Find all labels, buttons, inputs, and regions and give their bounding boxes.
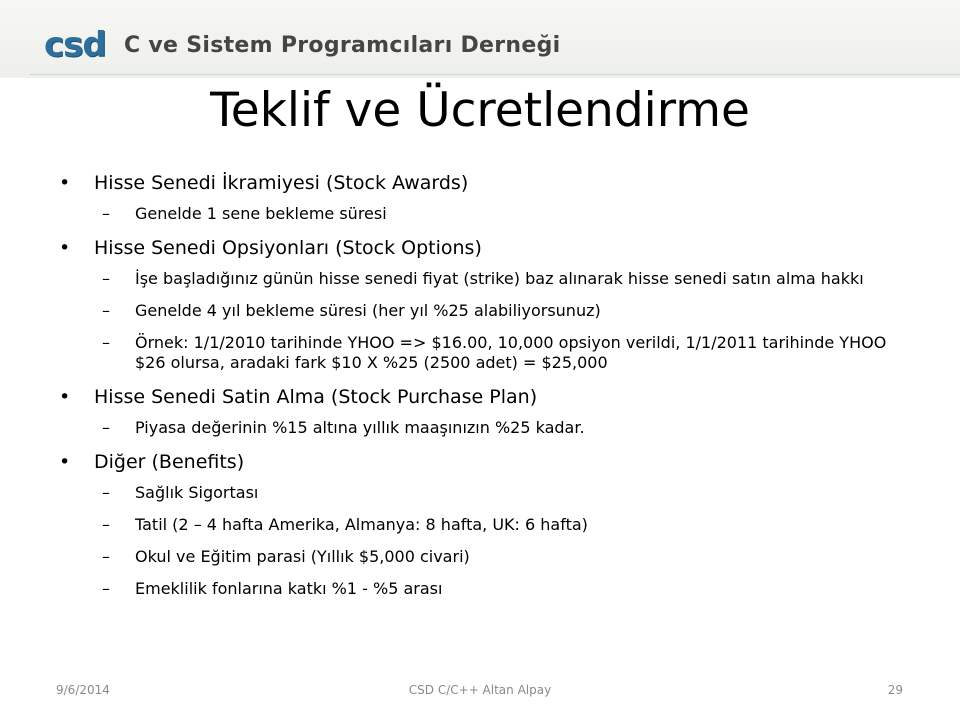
- footer-date: 9/6/2014: [56, 683, 110, 697]
- sub-item: [56, 204, 936, 224]
- page-number: 29: [887, 683, 903, 697]
- sub-item: [56, 269, 936, 289]
- dash-icon: –: [102, 418, 110, 437]
- sub-item-text: İşe başladığınız günün hisse senedi fiyat (strike) baz alınarak hisse senedi satın alma hakkı: [135, 269, 864, 288]
- bullet-icon: •: [59, 172, 71, 194]
- bullet-text: Diğer (Benefits): [94, 451, 245, 473]
- footer-author: CSD C/C++ Altan Alpay: [408, 683, 552, 697]
- bullet-item: [56, 385, 936, 409]
- bullet-text: Hisse Senedi Opsiyonları (Stock Options): [94, 237, 482, 259]
- bullet-icon: •: [59, 237, 71, 259]
- slide-title: Teklif ve Ücretlendirme: [210, 83, 750, 138]
- sub-item: [56, 301, 936, 321]
- sub-item-text: Tatil (2 – 4 hafta Amerika, Almanya: 8 hafta, UK: 6 hafta): [135, 515, 588, 534]
- csd-logo: csd: [44, 25, 106, 65]
- slide-footer: [0, 681, 960, 699]
- dash-icon: –: [102, 547, 110, 566]
- sub-item-text: Piyasa değerinin %15 altına yıllık maaşınızın %25 kadar.: [135, 418, 585, 437]
- bullet-icon: •: [59, 451, 71, 473]
- bullet-text: Hisse Senedi İkramiyesi (Stock Awards): [94, 172, 469, 194]
- bullet-text: Hisse Senedi Satin Alma (Stock Purchase Plan): [94, 386, 538, 408]
- sub-item: [56, 579, 936, 599]
- bullet-item: [56, 171, 936, 195]
- sub-item: [56, 333, 936, 373]
- dash-icon: –: [102, 269, 110, 288]
- dash-icon: –: [102, 333, 110, 352]
- sub-item-text: Örnek: 1/1/2010 tarihinde YHOO => $16.00, 10,000 opsiyon verildi, 1/1/2011 tarihinde YHOO $26 olursa, aradaki fark $10 X %25 (2500 adet) = $25,000: [135, 333, 887, 372]
- sub-item-text: Emeklilik fonlarına katkı %1 - %5 arası: [135, 579, 443, 598]
- organization-name: C ve Sistem Programcıları Derneği: [124, 33, 561, 58]
- sub-item-text: Genelde 1 sene bekleme süresi: [135, 204, 387, 223]
- sub-item: [56, 515, 936, 535]
- dash-icon: –: [102, 579, 110, 598]
- dash-icon: –: [102, 515, 110, 534]
- slide-content: [56, 168, 936, 599]
- sub-item-text: Okul ve Eğitim parasi (Yıllık $5,000 civari): [135, 547, 470, 566]
- dash-icon: –: [102, 301, 110, 320]
- dash-icon: –: [102, 204, 110, 223]
- sub-item-text: Genelde 4 yıl bekleme süresi (her yıl %25 alabiliyorsunuz): [135, 301, 601, 320]
- sub-item: [56, 418, 936, 438]
- header-divider: [30, 74, 960, 75]
- dash-icon: –: [102, 483, 110, 502]
- sub-item: [56, 547, 936, 567]
- bullet-item: [56, 236, 936, 260]
- bullet-item: [56, 450, 936, 474]
- bullet-icon: •: [59, 386, 71, 408]
- sub-item-text: Sağlık Sigortası: [135, 483, 259, 502]
- sub-item: [56, 483, 936, 503]
